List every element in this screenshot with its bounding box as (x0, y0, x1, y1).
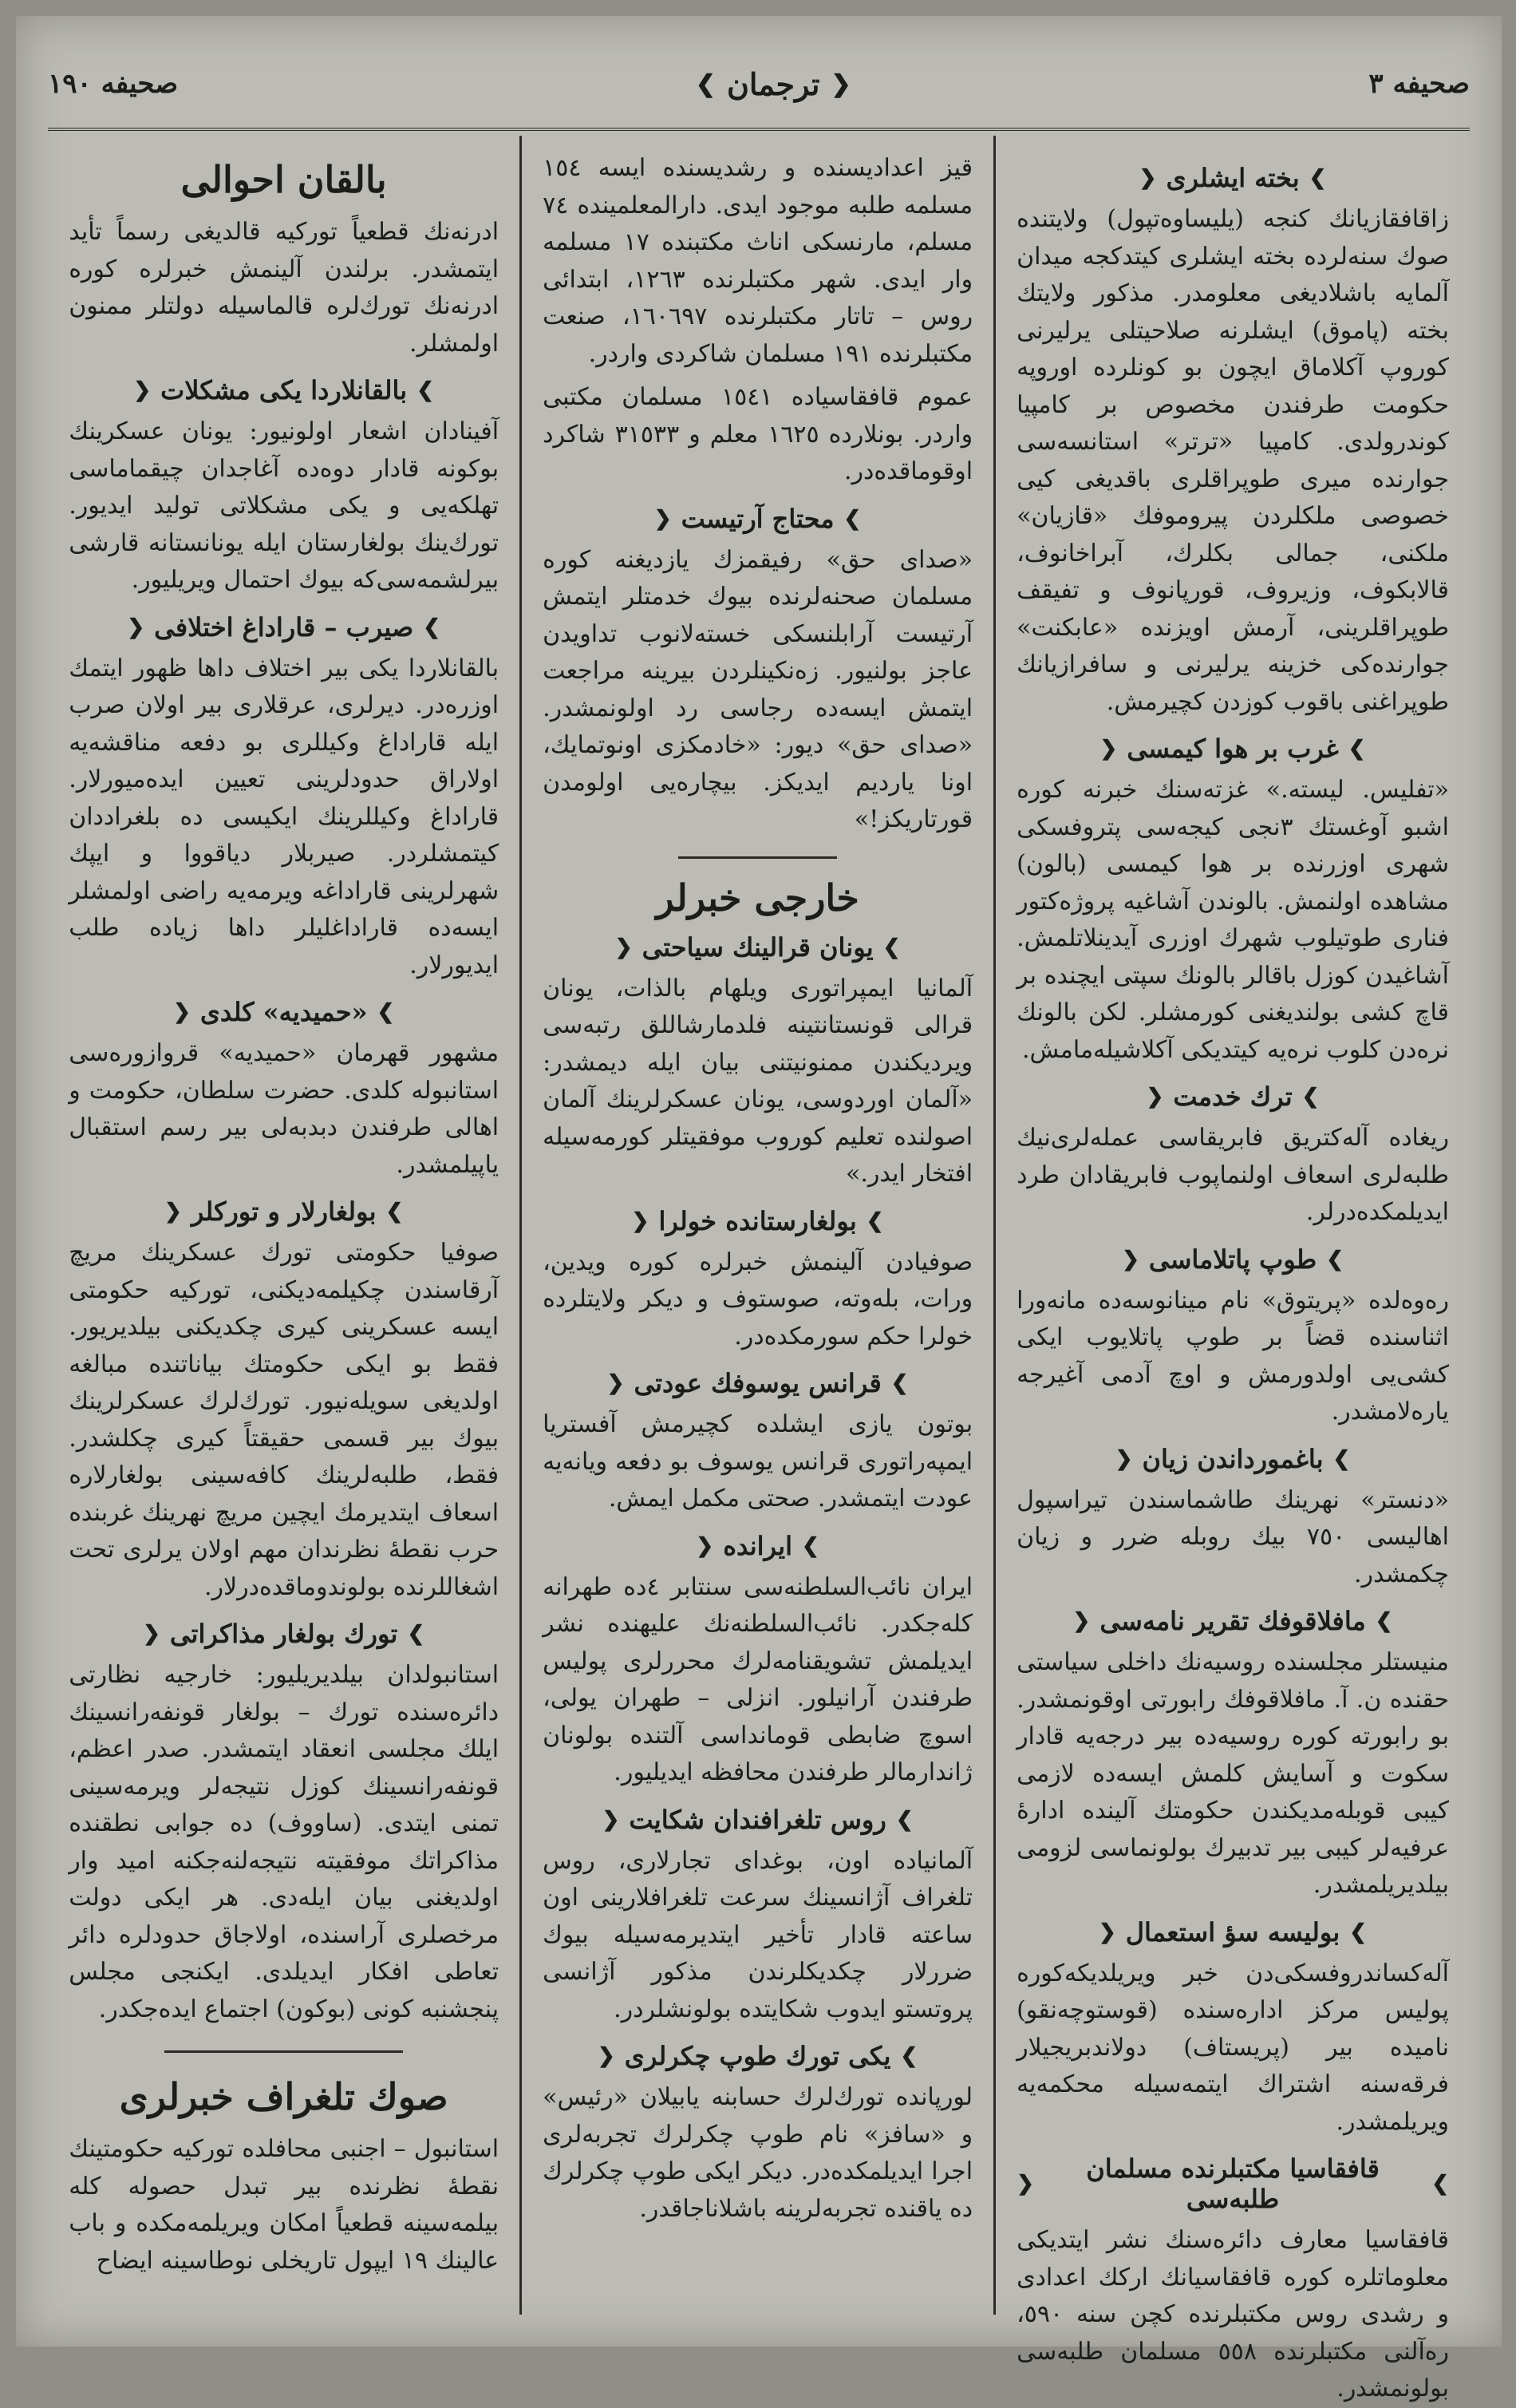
article-heading (1017, 2153, 1449, 2214)
article-heading-text: بخته ايشلرى (1166, 163, 1300, 193)
article-heading (69, 375, 499, 405)
bracket-ornament-icon: ❯ (1349, 1920, 1368, 1944)
bracket-ornament-icon: ❮ (1099, 1920, 1116, 1944)
bracket-ornament-icon: ❯ (417, 378, 434, 402)
article-heading (543, 1805, 973, 1835)
article-text: استانبول – اجنبى محافلده توركيه حكومتينك نقطهٔ نظرنده بير تبدل حصوله كله بيلمه‌سينه قطعياً امكان ويريلمه‌مكده و باب عالينك ١٩ ايپول تاريخلى نوطاسينه ايضاح (69, 2135, 499, 2275)
bracket-ornament-icon: ❮ (1146, 1085, 1164, 1109)
article-heading (543, 1531, 973, 1561)
bracket-ornament-icon: ❮ (597, 2044, 615, 2068)
bracket-ornament-icon: ❯ (1375, 1609, 1393, 1633)
article-heading-text: يونان قرالينك سياحتى (642, 931, 874, 963)
bracket-ornament-icon: ❮ (1099, 737, 1118, 761)
bracket-ornament-icon: ❯ (882, 935, 901, 959)
page-number-right: صحيفه ٣ (1368, 68, 1470, 100)
bracket-ornament-icon: ❯ (895, 1807, 914, 1832)
article-text: صوفيادن آلينمش خبرلره كوره ويدين، ورات، بلەوته، صوستوف و ديكر ولايتلرده خولرا حكم سورمكده‌در. (543, 1247, 973, 1350)
article-text: آلمانيا ايمپراتورى ويلهام بالذات، يونان قرالى قونستانتينه فلدمارشاللق رتبه‌سى ويرديكندن ممنونيتنى بيان ايله ديمشدر: «آلمان اوردوسى، يونان عسكرلرينك آلمان اصولنده تعليم كوروب موفقيتلر كورمه‌سيله افتخار ايدر.» (543, 974, 973, 1188)
bracket-ornament-icon: ❯ (423, 615, 440, 639)
article-heading (543, 1206, 973, 1236)
article-text: بوتون يازى ايشلده كچيرمش آفستريا ايمپه‌راتورى قرانس يوسوف بو دفعه ويانه‌يه عودت ايتمشدر. صحتى مكمل ايمش. (543, 1410, 973, 1512)
section-title-balkans: بالقان احوالى (180, 158, 387, 201)
article-heading-text: بالقانلاردا يكى مشكلات (160, 375, 408, 405)
bracket-ornament-icon: ❮ (164, 1200, 182, 1224)
article-text: آلمانياده اون، بوغداى تجارلارى، روس تلغراف آژانسينك سرعت تلغرافلارينى اون ساعته قادار تأخير ايتديرمه‌سيله بيوك ضررلار چكديكلرندن مذكور آژانسى پروتستو ايدوب شكايتده بولونشلردر. (543, 1846, 973, 2023)
article-text: آله‌كساندروفسكى‌دن خبر ويريلديكه‌كوره پوليس مركز اداره‌سنده (قوستوچەنقو) ناميده بير (پريستاف) دولاندبريجيلار فرقه‌سنه اشتراك ايتمه‌سيله محكمه‌يه ويريلمشدر. (1017, 1959, 1449, 2136)
article-text: آفينادان اشعار اولونيور: يونان عسكرينك بوكونه قادار دوه‌ده آغاجدان چيقماماسى تهلكه‌يى و يكى مشكلاتى توليد ايديور. تورك‌ينك بولغارستان ايله يونانستانه قارشى بيرلشمه‌سى‌كه بيوك احتمال ويريليور. (69, 417, 499, 594)
bracket-ornament-icon: ❮ (602, 1807, 620, 1832)
article-heading-text: بولغارلار و توركلر (191, 1196, 377, 1227)
title-text: ترجمان (727, 65, 820, 102)
article-heading (1017, 1244, 1449, 1275)
bracket-ornament-icon: ❯ (1326, 1247, 1344, 1271)
article-text: ادرنه‌نك قطعياً توركيه قالديغى رسماً تأيد ايتمشدر. برلندن آلينمش خبرلره كوره ادرنه‌نك تورك‌لره قالماسيله دولتلر ممنون اولمشلر. (69, 218, 499, 358)
article-heading-text: محتاج آرتيست (681, 503, 835, 534)
article-text: ايران نائب‌السلطنه‌سى سنتابر ٤ده طهرانه كله‌جكدر. نائب‌السلطنه‌نك عليهنده نشر ايديلمش تشويقنامه‌لرك محررلرى پوليس طرفندن آرانيلور. انزلى – طهران يولى، اسوچ ضابطى قومانداسى آلتنده بولونان ژاندارمالر طرفندن محافظه ايديليور. (543, 1572, 973, 1786)
article-heading-text: مافلاقوفك تقرير نامه‌سى (1099, 1606, 1366, 1636)
bracket-ornament-icon: ❯ (1332, 1446, 1351, 1471)
article-text: مشهور قهرمان «حميديه» قروازوره‌سى استانبوله كلدى. حضرت سلطان، حكومت و اهالى طرفندن دبدبه‌لى بير رسم استقبال ياپيلمشدر. (69, 1039, 499, 1179)
bracket-ornament-icon: ❯ (866, 1208, 884, 1233)
bracket-ornament-icon: ❯ (890, 1371, 909, 1395)
article-heading-text: بولغارستانده خولرا (658, 1205, 857, 1236)
article-text: منيستلر مجلسنده روسيه‌نك داخلى سياستى حقنده ن. آ. مافلاقوفك رابورتى اوقونمشدر. بو رابورته كوره روسيه‌ده بير درجه‌يه قادار سكوت و آسايش كلمش ايسه‌ده لازمى كيبى قوبلەمديكندن حكومتك آلينده ادارهٔ عرفيه‌لر كيبى بير تدبيرك بولونماسى لزومى بيلديريلمشدر. (1017, 1648, 1449, 1899)
bracket-ornament-icon: ❮ (696, 1533, 714, 1558)
column-middle (522, 136, 996, 2315)
bracket-ornament-icon: ❮ (653, 506, 672, 531)
section-title-telegraph: صوك تلغراف خبرلرى (119, 2075, 448, 2118)
article-heading (543, 504, 973, 534)
bracket-ornament-icon: ❯ (407, 1622, 425, 1646)
bracket-ornament-icon: ❮ (606, 1371, 625, 1395)
article-heading-text: قافقاسيا مكتبلرنده مسلمان طلبه‌سى (1086, 2153, 1380, 2214)
article-heading (69, 1619, 499, 1649)
article-text: بالقانلاردا يكى بير اختلاف داها ظهور ايتمك اوزره‌در. ديرلرى، عرقلارى بير اولان صرب ايله قاراداغ وكيللرى بو دفعه مناقشه‌يه اولاراق حدودلرينى تعيين ايده‌ميورلار. قاراداغ وكيللرينك ايكيسى ده بلغراددان كيتمشلردر. صيربلار دياقووا و ايپك شهرلرينى قاراداغه ويرمه‌يه راضى اولمشلر ايسه‌ده قاراداغليلر داها زياده طلب ايديورلار. (69, 654, 499, 979)
bracket-ornament-icon: ❯ (900, 2044, 918, 2068)
section-divider (678, 856, 837, 859)
article-heading-text: تورك بولغار مذاكراتى (169, 1619, 398, 1649)
newspaper-page (16, 16, 1502, 2402)
newspaper-title (696, 66, 851, 102)
bracket-ornament-icon: ❮ (1122, 1247, 1139, 1271)
bracket-ornament-icon: ❮ (1139, 166, 1157, 190)
article-heading (543, 2041, 973, 2071)
article-text: عموم قافقاسياده ١٥٤١ مسلمان مكتبى واردر. بونلارده ١٦٢٥ معلم و ٣١٥٣٣ شاكرد اوقوماقده‌در. (543, 383, 973, 485)
bracket-ornament-icon: ❯ (1301, 1085, 1320, 1109)
page-number-left: صحيفه ١٩٠ (48, 68, 179, 100)
article-text: «صداى حق» رفيقمزك يازديغنه كوره مسلمان صحنه‌لرنده بيوك خدمتلر ايتمش آرتيست آرابلنسكى خسته‌لانوب تداويدن عاجز بولنيور. زەنكينلردن بيرينه مراجعت ايتمش ايسه‌ده رجاسى رد اولونمشدر. «صداى حق» ديور: «خادمكزى اونوتمايك، اونا يارديم ايديكز. بيچاره‌يى اولومدن قورتاريكز!» (543, 545, 973, 833)
article-heading (1017, 1606, 1449, 1636)
article-text: استانبولدان بيلديريليور: خارجيه نظارتى دائره‌سنده تورك – بولغار قونفه‌رانسينك ايلك مجلسى انعقاد ايتمشدر. صدر اعظم، قونفه‌رانسينك كوزل نتيجه‌لر ويرمه‌سينى تمنى ايتدى. (ساووف) ده جوابى نطقنده مذاكراتك موفقيته نتيجه‌لنه‌جكنه اميد وار اولديغنى بيان ايله‌دى. هر ايكى دولت مرخصلرى آراسنده، اولاجاق حدودلره دائر تعاطى افكار ايديلدى. ايكنجى مجلس پنجشنبه كونى (بوكون) اجتماع ايده‌جكدر. (69, 1661, 499, 2023)
article-text: قافقاسيا معارف دائره‌سنك نشر ايتديكى معلوماتلره كوره قافقاسيانك اركك اعدادى و رشدى روس مكتبلرنده كچن سنه ٥٩٠، ره‌آلنى مكتبلرنده ٥٥٨ مسلمان طلبه‌سى بولونمشدر. (1017, 2226, 1449, 2402)
bracket-ornament-icon: ❮ (133, 378, 152, 402)
article-heading (1017, 1081, 1449, 1112)
bracket-ornament-icon: ❮ (614, 935, 633, 959)
article-text: صوفيا حكومتى تورك عسكرينك مريچ آرقاسندن چكيلمه‌ديكنى، توركيه حكومتى ايسه عسكرينى كيرى چكديكنى بيلديريور. فقط بو ايكى حكومتك بياناتنده مبالغه اولديغى سويله‌نيور. تورك‌لرك عسكرلرينك بيوك بير قسمى حقيقتاً كيرى چكلشدر. فقط، طلبه‌لرينك كافه‌سينى بولغارلاره اسعاف ايتديرمك ايچين مريچ نهرينك غربنده حرب نقطهٔ نظرندان مهم اولان يرلرى تحت اشغاللرنده بولوندوماقده‌درلار. (69, 1239, 499, 1601)
article-heading (69, 1196, 499, 1227)
article-heading (543, 932, 973, 963)
column-right (996, 136, 1470, 2402)
bracket-ornament-icon: ❮ (1072, 1609, 1091, 1633)
ornament-icon: ❯ (695, 69, 717, 98)
article-heading-text: قرانس يوسوفك عودتى (634, 1368, 882, 1398)
header-rule (48, 128, 1470, 131)
bracket-ornament-icon: ❯ (1431, 2172, 1449, 2196)
article-heading-text: «حميديه» كلدى (199, 997, 368, 1027)
article-heading (69, 612, 499, 643)
ornament-icon: ❮ (831, 69, 851, 98)
bracket-ornament-icon: ❯ (843, 506, 862, 531)
bracket-ornament-icon: ❮ (127, 615, 145, 639)
article-heading-text: روس تلغرافندان شكايت (629, 1804, 886, 1835)
article-heading-text: يكى تورك طوپ چكرلرى (624, 2041, 891, 2071)
bracket-ornament-icon: ❮ (1017, 2172, 1034, 2196)
article-heading (69, 997, 499, 1027)
bracket-ornament-icon: ❯ (385, 1200, 404, 1224)
article-heading (1017, 163, 1449, 193)
article-text: رەوەلده «پريتوق» نام مينانوسه‌ده مانەورا اثناسنده قضاً بر طوپ پاتلايوب ايكى كشى‌يى اولدورمش و اوچ آدمى آغيرجه يارەلامشدر. (1017, 1286, 1449, 1425)
bracket-ornament-icon: ❮ (1115, 1446, 1133, 1471)
bracket-ornament-icon: ❮ (143, 1622, 160, 1646)
column-left (48, 136, 522, 2315)
bracket-ornament-icon: ❯ (377, 1000, 395, 1024)
article-text: «دنستر» نهرينك طاشماسندن تيراسپول اهاليسى ٧٥٠ بيك روبله ضرر و زيان چكمشدر. (1017, 1485, 1449, 1588)
bracket-ornament-icon: ❯ (1309, 166, 1327, 190)
article-text: قيز اعداديسنده و رشديسنده ايسه ١٥٤ مسلمه طلبه موجود ايدى. دارالمعلمينده ٧٤ مسلم، مارنسكى اناث مكتبنده ١٧ مسلمه وار ايدى. شهر مكتبلرنده ١٢٦٣، ابتدائى روس – تاتار مكتبلرنده ١٦٠٦٩٧، صنعت مكتبلرنده ١٩١ مسلمان شاكردى واردر. (543, 154, 973, 368)
bracket-ornament-icon: ❮ (173, 1000, 191, 1024)
article-heading-text: باغمورداندن زيان (1142, 1443, 1324, 1474)
bracket-ornament-icon: ❮ (631, 1208, 649, 1233)
article-text: «تفليس. ليسته.» غزته‌سنك خبرنه كوره اشبو آوغستك ٣نجى كيجه‌سى پتروفسكى شهرى اوزرنده بر هوا كيمسى (بالون) مشاهده اولنمش. بالوندن آشاغيه پروژه‌كتور فنارى طوتيلوب شهرك اوزرى آيدينلاتلمش. آشاغيدن كوزل باقالر بالونك سپتى ايچنده بر قاچ كشى بولنديغنى كورمشلر. لكن بالونك نره‌دن كلوب نره‌يه كيتديكى آكلاشيله‌مامش. (1017, 776, 1449, 1064)
article-heading-text: غرب بر هوا كيمسى (1127, 733, 1339, 764)
article-heading-text: ترك خدمت (1173, 1081, 1293, 1112)
article-heading-text: طوپ پاتلاماسى (1148, 1244, 1317, 1275)
article-heading-text: ايرانده (723, 1530, 792, 1561)
article-heading (543, 1368, 973, 1398)
article-text: زاقافقازيانك كنجه (يليساوه‌تپول) ولايتنده صوك سنه‌لرده بخته ايشلرى كيتدكجه ميدان آلمايه باشلاديغى معلومدر. مذكور ولايتك بخته (پاموق) ايشلرنه صلاحيتلى يرليرنى كوروپ آكلاماق ايچون بو كونلرده اوروپه حكومت طرفندن مخصوص بر كامپيا كوندرولدى. كامپيا «ترتر» استانسه‌سى جوارنده ميرى طوپراقلرى باقديغى كيى خصوصى ملكلردن پيروموفك «قازيان» ملكنى، جمالى بكلرك، آبراخانوف، قالابكوف، وزيروف، قورپانوف و تفيقف طوپراقلرينى، آرمش اويزنده «عابكنت» جوارنده‌كى خزينه يرليرنى و سافرازيانك طوپراغنى باقوب كوزدن كچيرمش. (1017, 205, 1449, 716)
article-heading (1017, 1444, 1449, 1474)
columns (48, 136, 1470, 2402)
section-title-foreign-news: خارجى خبرلر (656, 876, 859, 919)
article-heading-text: بوليسه سؤ استعمال (1125, 1916, 1340, 1947)
bracket-ornament-icon: ❯ (1348, 737, 1366, 761)
masthead (48, 48, 1470, 120)
article-text: ريغاده آله‌كتريق فابريقاسى عمله‌لرى‌نيك طلبه‌لرى اسعاف اولنماپوب فابريقادان طرد ايديلمكده‌درلر. (1017, 1124, 1449, 1226)
article-heading-text: صيرب – قاراداغ اختلافى (154, 611, 414, 643)
article-heading (1017, 733, 1449, 764)
bracket-ornament-icon: ❯ (802, 1533, 819, 1558)
article-text: لورپانده تورك‌لرك حسابنه يابيلان «رئيس» و «سافز» نام طوپ چكرلرك تجربه‌لرى اجرا ايديلمكده‌در. ديكر ايكى طوپ چكرلرك ده ياقنده تجربه‌لرينه باشلاناجاقدر. (543, 2083, 973, 2223)
section-divider (164, 2050, 403, 2053)
article-heading (1017, 1917, 1449, 1947)
